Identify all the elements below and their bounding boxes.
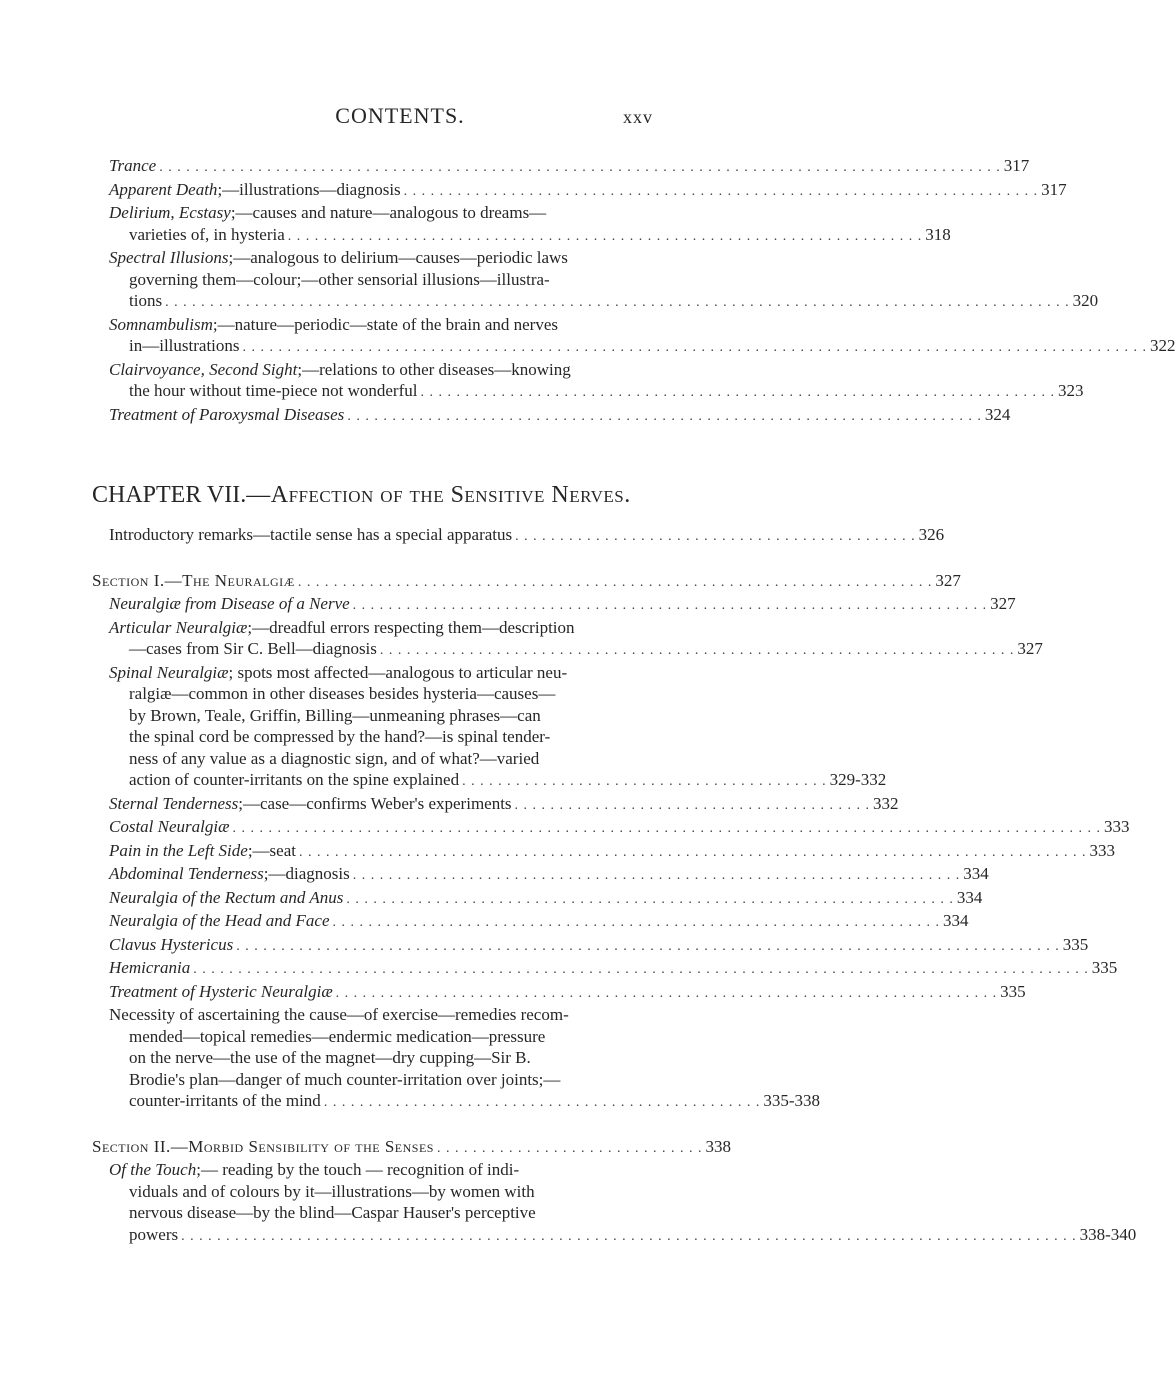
section-label: Section I.—The Neuralgiæ <box>92 570 295 590</box>
entry-description-cont: nervous disease—by the blind—Caspar Hauser's perceptive <box>129 1203 536 1222</box>
dot-leader: . . . . . . . . . . . . . . . . . . . . . . . . . . . . . . . . . . . . . . . . . . . . . <box>515 529 916 544</box>
toc-entry <box>109 593 1016 617</box>
entry-page: 324 <box>984 404 1011 424</box>
entry-title: Hemicrania <box>109 958 191 977</box>
entry-page: 335 <box>1000 981 1026 1001</box>
entry-title: Trance <box>109 156 157 175</box>
section-label: Section II.—Morbid Sensibility of the Senses <box>92 1136 434 1156</box>
entry-title: Neuralgia of the Rectum and Anus <box>109 887 344 907</box>
entry-page: 320 <box>1072 291 1099 310</box>
toc-entry <box>109 887 983 911</box>
entry-description-cont: varieties of, in hysteria <box>129 224 285 244</box>
entry-title: Spectral Illusions <box>109 248 229 267</box>
dot-leader: . . . . . . . . . . . . . . . . . . . . . . . . . . . . . . . . . . . . . . . . . . . . . . . . . . . . . . . . . . . . . . . . . . . . <box>346 891 954 907</box>
entry-page: 335-338 <box>763 1091 820 1110</box>
entry-description: ;—relations to other diseases—knowing <box>297 359 571 379</box>
entry-description-cont: governing them—colour;—other sensorial illusions—illustra- <box>129 269 550 289</box>
toc-entry <box>109 816 1130 840</box>
toc-entry <box>109 910 969 934</box>
entry-description-cont: the spinal cord be compressed by the hand?—is spinal tender- <box>129 727 551 746</box>
running-head-page-number: xxv <box>623 107 653 127</box>
dot-leader: . . . . . . . . . . . . . . . . . . . . . . . . . . . . . . . . . . . . . . . . . . . . . . . . . . . . . . . . . . . . . . . . . . . . . . . <box>287 228 923 244</box>
entry-page: 326 <box>918 525 945 544</box>
entry-title: Spinal Neuralgiæ <box>109 662 229 682</box>
entry-page: 327 <box>935 570 961 590</box>
dot-leader: . . . . . . . . . . . . . . . . . . . . . . . . . . . . . . . . . . . . . . . . . . . . . . . . . <box>323 1095 761 1110</box>
entry-page: 338 <box>705 1136 731 1156</box>
entry-title: Abdominal Tenderness <box>109 864 264 883</box>
dot-leader: . . . . . . . . . . . . . . . . . . . . . . . . . . . . . . . . . . . . . . . . . . . . . . . . . . . . . . . . . . . . . . . . . . . . . . . . . . . . . . . . . . . . . . . . . . . . <box>236 938 1060 954</box>
entry-title: Somnambulism <box>109 314 213 334</box>
entry-page: 317 <box>1041 179 1067 199</box>
dot-leader: . . . . . . . . . . . . . . . . . . . . . . . . . . . . . . . . . . . . . . . . . . . . . . . . . . . . . . . . . . . . . . . . . . . . . . . <box>347 408 982 424</box>
entry-title: Pain in the Left Side <box>109 840 248 860</box>
section-heading <box>92 570 961 594</box>
toc-entry <box>109 863 989 887</box>
toc-entry <box>109 155 1030 179</box>
entry-title: Delirium, Ecstasy <box>109 203 231 222</box>
dot-leader: . . . . . . . . . . . . . . . . . . . . . . . . . . . . . . . . . . . . . . . . . . . . . . . . . . . . . . . . . . . . . . . . . . . . . . . . . . . . . . . . . . . . . . . . <box>298 844 1087 860</box>
entry-title: Treatment of Paroxysmal Diseases <box>109 404 345 424</box>
entry-description: ;—case—confirms Weber's experiments <box>238 793 512 813</box>
entry-title: Costal Neuralgiæ <box>109 817 230 836</box>
entry-description: ;— reading by the touch — recognition of indi- <box>196 1160 520 1179</box>
entry-page: 327 <box>1017 639 1043 658</box>
entry-description: ;—dreadful errors respecting them—description <box>247 617 575 637</box>
chapter-heading <box>92 480 654 510</box>
entry-page: 334 <box>956 887 983 907</box>
entry-title: Of the Touch <box>109 1160 197 1179</box>
entry-description-cont: ness of any value as a diagnostic sign, and of what?—varied <box>129 748 540 768</box>
entry-title: Articular Neuralgiæ <box>109 617 248 637</box>
entry-description-cont: by Brown, Teale, Griffin, Billing—unmeaning phrases—can <box>129 705 541 725</box>
dot-leader: . . . . . . . . . . . . . . . . . . . . . . . . . . . . . . . . . . . . . . . . . . . . . . . . . . . . . . . . . . . . . . . . . . . . . . . . . . . . . . . . . . . . . . . . . . . . . . . . . . . . . <box>165 295 1070 310</box>
running-head-title: CONTENTS. <box>335 103 465 128</box>
dot-leader: . . . . . . . . . . . . . . . . . . . . . . . . . . . . . . . . . . . . . . . . . . . . . . . . . . . . . . . . . . . . . . . . . . . . . . . . . . <box>335 985 998 1001</box>
toc-entry <box>109 957 1118 981</box>
entry-page: 322 <box>1150 336 1176 355</box>
entry-page: 318 <box>925 224 951 244</box>
entry-title: Clavus Hystericus <box>109 934 234 954</box>
dot-leader: . . . . . . . . . . . . . . . . . . . . . . . . . . . . . . . . . . . . . . . . . . . . . . . . . . . . . . . . . . . . . . . . . . . . . . . <box>420 385 1055 400</box>
entry-description-cont: the hour without time-piece not wonderful <box>129 381 418 400</box>
toc-entry <box>109 840 1115 864</box>
toc-entry <box>109 793 899 817</box>
toc-chapter-7 <box>92 524 1137 1247</box>
entry-page: 317 <box>1003 156 1030 175</box>
entry-description: ;—illustrations—diagnosis <box>217 179 401 199</box>
dot-leader: . . . . . . . . . . . . . . . . . . . . . . . . . . . . . . . . . . . . . . . . <box>514 797 871 813</box>
entry-page: 332 <box>873 793 899 813</box>
entry-description-cont: counter-irritants of the mind <box>129 1091 321 1110</box>
toc-entry <box>109 1004 820 1114</box>
intro-text: Introductory remarks—tactile sense has a special apparatus <box>109 525 513 544</box>
dot-leader: . . . . . . . . . . . . . . . . . . . . . . . . . . . . . . . . . . . . . . . . . . . . . . . . . . . . . . . . . . . . . . . . . . . . . . . <box>297 574 933 590</box>
toc-entry <box>109 617 1043 662</box>
dot-leader: . . . . . . . . . . . . . . . . . . . . . . . . . . . . . . . . . . . . . . . . . . . . . . . . . . . . . . . . . . . . . . . . . . . . . . . <box>352 598 988 613</box>
entry-description-cont: ralgiæ—common in other diseases besides hysteria—causes— <box>129 684 556 703</box>
entry-description-cont: tions <box>129 291 163 310</box>
entry-page: 329-332 <box>829 770 887 789</box>
toc-entry <box>109 1159 1137 1247</box>
entry-page: 334 <box>963 864 989 883</box>
dot-leader: . . . . . . . . . . . . . . . . . . . . . . . . . . . . . . . . . . . . . . . . . <box>462 774 827 789</box>
dot-leader: . . . . . . . . . . . . . . . . . . . . . . . . . . . . . . . . . . . . . . . . . . . . . . . . . . . . . . . . . . . . . . . . . . . . . . . . . . . . . . . . . . . . . . . . . . . . . . . . . . . . <box>181 1228 1077 1244</box>
toc-entry <box>109 934 1089 958</box>
entry-description-cont: on the nerve—the use of the magnet—dry cupping—Sir B. <box>129 1048 531 1067</box>
entry-page: 323 <box>1057 381 1084 400</box>
chapter-number: CHAPTER VII. <box>92 482 247 508</box>
dot-leader: . . . . . . . . . . . . . . . . . . . . . . . . . . . . . . <box>436 1140 703 1156</box>
toc-entry <box>109 314 1176 359</box>
dot-leader: . . . . . . . . . . . . . . . . . . . . . . . . . . . . . . . . . . . . . . . . . . . . . . . . . . . . . . . . . . . . . . . . . . . . . . . <box>403 183 1039 199</box>
toc-chapter-6-tail <box>109 155 1176 427</box>
entry-page: 333 <box>1103 817 1130 836</box>
toc-entry <box>109 404 1011 428</box>
entry-description: ;—causes and nature—analogous to dreams— <box>230 203 547 222</box>
entry-description: ;—diagnosis <box>263 864 350 883</box>
entry-page: 333 <box>1089 840 1115 860</box>
toc-entry <box>109 359 1084 404</box>
entry-title: Treatment of Hysteric Neuralgiæ <box>109 981 333 1001</box>
toc-entry <box>109 524 945 548</box>
dot-leader: . . . . . . . . . . . . . . . . . . . . . . . . . . . . . . . . . . . . . . . . . . . . . . . . . . . . . . . . . . . . . . . . . . . . <box>352 868 961 883</box>
dot-leader: . . . . . . . . . . . . . . . . . . . . . . . . . . . . . . . . . . . . . . . . . . . . . . . . . . . . . . . . . . . . . . . . . . . . <box>332 915 940 930</box>
entry-description: ; spots most affected—analogous to articular neu- <box>228 662 568 682</box>
chapter-title: —Affection of the Sensitive Nerves. <box>246 482 631 508</box>
section-heading <box>92 1136 731 1160</box>
entry-description-cont: mended—topical remedies—endermic medication—pressure <box>129 1026 546 1046</box>
entry-description: ;—analogous to delirium—causes—periodic laws <box>228 248 568 267</box>
toc-entry <box>109 981 1026 1005</box>
dot-leader: . . . . . . . . . . . . . . . . . . . . . . . . . . . . . . . . . . . . . . . . . . . . . . . . . . . . . . . . . . . . . . . . . . . . . . . . . . . . . . . . . . . . . . . . . . . . . . <box>159 160 1001 175</box>
toc-entry <box>109 202 951 247</box>
entry-description-cont: powers <box>129 1224 179 1244</box>
entry-page: 334 <box>943 911 969 930</box>
dot-leader: . . . . . . . . . . . . . . . . . . . . . . . . . . . . . . . . . . . . . . . . . . . . . . . . . . . . . . . . . . . . . . . . . . . . . . . <box>379 643 1015 658</box>
entry-description-cont: Brodie's plan—danger of much counter-irritation over joints;— <box>129 1069 561 1089</box>
entry-page: 335 <box>1091 958 1118 977</box>
entry-description: Necessity of ascertaining the cause—of exercise—remedies recom- <box>109 1005 569 1024</box>
entry-page: 327 <box>990 594 1016 613</box>
entry-description-cont: —cases from Sir C. Bell—diagnosis <box>129 639 377 658</box>
dot-leader: . . . . . . . . . . . . . . . . . . . . . . . . . . . . . . . . . . . . . . . . . . . . . . . . . . . . . . . . . . . . . . . . . . . . . . . . . . . . . . . . . . . . . . . . . . . . . . . . . . . . <box>193 962 1089 977</box>
toc-entry <box>109 247 1099 314</box>
entry-page: 335 <box>1062 934 1089 954</box>
dot-leader: . . . . . . . . . . . . . . . . . . . . . . . . . . . . . . . . . . . . . . . . . . . . . . . . . . . . . . . . . . . . . . . . . . . . . . . . . . . . . . . . . . . . . . . . . . . . . . . . . . . . . <box>242 340 1147 355</box>
entry-description-cont: in—illustrations <box>129 336 240 355</box>
entry-title: Sternal Tenderness <box>109 793 239 813</box>
toc-entry <box>109 179 1067 203</box>
entry-title: Neuralgiæ from Disease of a Nerve <box>109 594 350 613</box>
entry-description-cont: action of counter-irritants on the spine explained <box>129 770 460 789</box>
entry-description-cont: viduals and of colours by it—illustrations—by women with <box>129 1181 535 1201</box>
entry-title: Apparent Death <box>109 179 218 199</box>
entry-description: ;—seat <box>247 840 296 860</box>
entry-description: ;—nature—periodic—state of the brain and nerves <box>212 314 558 334</box>
entry-title: Clairvoyance, Second Sight <box>109 359 298 379</box>
entry-page: 338-340 <box>1079 1224 1137 1244</box>
dot-leader: . . . . . . . . . . . . . . . . . . . . . . . . . . . . . . . . . . . . . . . . . . . . . . . . . . . . . . . . . . . . . . . . . . . . . . . . . . . . . . . . . . . . . . . . . . . . . . . . . <box>232 821 1101 836</box>
running-head <box>0 103 800 133</box>
toc-entry <box>109 662 887 793</box>
entry-title: Neuralgia of the Head and Face <box>109 911 330 930</box>
